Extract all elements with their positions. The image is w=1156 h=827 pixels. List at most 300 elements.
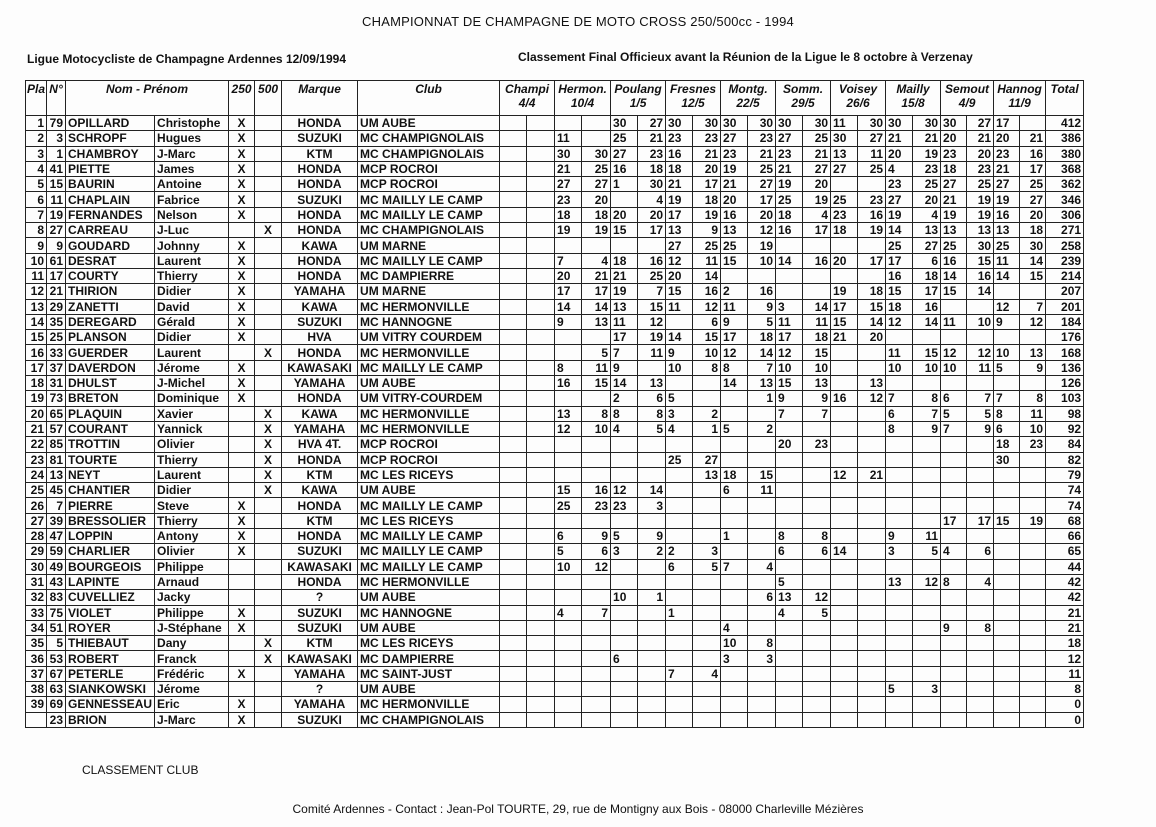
- points-cell: [748, 544, 776, 559]
- points-cell: 18: [831, 223, 858, 238]
- place-cell: 10: [26, 253, 47, 268]
- total-cell: 92: [1046, 421, 1084, 436]
- place-cell: 1: [26, 116, 47, 131]
- brand-cell: HONDA: [282, 116, 358, 131]
- points-cell: 8: [776, 529, 803, 544]
- points-cell: [967, 666, 994, 681]
- number-cell: 31: [47, 376, 66, 391]
- class-250-cell: X: [229, 330, 255, 345]
- points-cell: [803, 284, 831, 299]
- surname-cell: PETERLE: [66, 666, 155, 681]
- points-cell: 20: [858, 330, 886, 345]
- header-event: [555, 81, 611, 116]
- points-cell: 23: [555, 192, 582, 207]
- points-cell: [611, 238, 638, 253]
- class-500-cell: [255, 131, 282, 146]
- points-cell: [886, 467, 913, 482]
- total-cell: 21: [1046, 620, 1084, 635]
- points-cell: [611, 467, 638, 482]
- points-cell: [582, 590, 611, 605]
- points-cell: [555, 391, 582, 406]
- number-cell: 83: [47, 590, 66, 605]
- points-cell: [967, 330, 994, 345]
- class-500-cell: [255, 666, 282, 681]
- place-cell: 39: [26, 697, 47, 712]
- firstname-cell: Laurent: [155, 253, 229, 268]
- points-cell: [527, 131, 555, 146]
- firstname-cell: Thierry: [155, 513, 229, 528]
- points-cell: 21: [582, 268, 611, 283]
- class-500-cell: [255, 146, 282, 161]
- points-cell: [500, 284, 527, 299]
- points-cell: [776, 712, 803, 727]
- points-cell: 18: [582, 207, 611, 222]
- points-cell: 17: [886, 253, 913, 268]
- header-number: N°: [47, 81, 66, 116]
- points-cell: 19: [803, 192, 831, 207]
- points-cell: [941, 299, 967, 314]
- brand-cell: KAWA: [282, 406, 358, 421]
- place-cell: 14: [26, 314, 47, 329]
- points-cell: 13: [748, 376, 776, 391]
- points-cell: [803, 620, 831, 635]
- header-event: [994, 81, 1046, 116]
- surname-cell: THIEBAUT: [66, 636, 155, 651]
- club-cell: MC HERMONVILLE: [358, 299, 500, 314]
- points-cell: 17: [721, 330, 748, 345]
- points-cell: [555, 116, 582, 131]
- points-cell: [500, 681, 527, 696]
- points-cell: [1020, 605, 1046, 620]
- points-cell: [638, 574, 666, 589]
- club-cell: MC MAILLY LE CAMP: [358, 360, 500, 375]
- points-cell: 5: [803, 605, 831, 620]
- points-cell: [1020, 559, 1046, 574]
- points-cell: 12: [941, 345, 967, 360]
- points-cell: [638, 666, 666, 681]
- table-row: [26, 284, 1084, 299]
- points-cell: [994, 681, 1020, 696]
- class-500-cell: [255, 590, 282, 605]
- points-cell: [500, 513, 527, 528]
- firstname-cell: Eric: [155, 697, 229, 712]
- points-cell: 11: [941, 314, 967, 329]
- points-cell: 4: [913, 207, 941, 222]
- points-cell: [831, 529, 858, 544]
- firstname-cell: Franck: [155, 651, 229, 666]
- points-cell: [1020, 452, 1046, 467]
- club-cell: UM MARNE: [358, 238, 500, 253]
- points-cell: [831, 651, 858, 666]
- table-row: [26, 513, 1084, 528]
- points-cell: 23: [967, 161, 994, 176]
- points-cell: [858, 498, 886, 513]
- brand-cell: YAMAHA: [282, 376, 358, 391]
- class-500-cell: [255, 314, 282, 329]
- class-500-cell: [255, 529, 282, 544]
- points-cell: 8: [886, 421, 913, 436]
- firstname-cell: David: [155, 299, 229, 314]
- number-cell: 25: [47, 330, 66, 345]
- points-cell: [611, 513, 638, 528]
- points-cell: 6: [748, 590, 776, 605]
- points-cell: 11: [776, 314, 803, 329]
- points-cell: [831, 605, 858, 620]
- points-cell: [967, 697, 994, 712]
- points-cell: [500, 498, 527, 513]
- points-cell: 16: [611, 161, 638, 176]
- table-row: [26, 666, 1084, 681]
- number-cell: 3: [47, 131, 66, 146]
- points-cell: 17: [858, 253, 886, 268]
- points-cell: 4: [693, 666, 721, 681]
- points-cell: [858, 529, 886, 544]
- club-cell: UM AUBE: [358, 116, 500, 131]
- points-cell: [967, 498, 994, 513]
- points-cell: 2: [611, 391, 638, 406]
- points-cell: 5: [611, 529, 638, 544]
- points-cell: 13: [693, 467, 721, 482]
- header-row: [26, 81, 1084, 116]
- points-cell: 15: [776, 376, 803, 391]
- surname-cell: CHAPLAIN: [66, 192, 155, 207]
- points-cell: [776, 620, 803, 635]
- brand-cell: HONDA: [282, 253, 358, 268]
- points-cell: [721, 391, 748, 406]
- brand-cell: HONDA: [282, 161, 358, 176]
- points-cell: 25: [582, 161, 611, 176]
- points-cell: 21: [913, 131, 941, 146]
- points-cell: [527, 712, 555, 727]
- place-cell: 33: [26, 605, 47, 620]
- points-cell: [527, 681, 555, 696]
- points-cell: [803, 681, 831, 696]
- points-cell: 21: [776, 161, 803, 176]
- class-250-cell: X: [229, 161, 255, 176]
- number-cell: 75: [47, 605, 66, 620]
- firstname-cell: Dominique: [155, 391, 229, 406]
- points-cell: 20: [776, 437, 803, 452]
- event-name: Hermon.: [558, 82, 607, 96]
- points-cell: [748, 529, 776, 544]
- points-cell: 7: [886, 391, 913, 406]
- points-cell: [1020, 651, 1046, 666]
- place-cell: [26, 712, 47, 727]
- points-cell: [994, 574, 1020, 589]
- points-cell: 12: [611, 483, 638, 498]
- brand-cell: KAWASAKI: [282, 651, 358, 666]
- points-cell: [994, 666, 1020, 681]
- place-cell: 31: [26, 574, 47, 589]
- club-cell: UM AUBE: [358, 376, 500, 391]
- total-cell: 65: [1046, 544, 1084, 559]
- class-500-cell: X: [255, 467, 282, 482]
- class-500-cell: X: [255, 651, 282, 666]
- points-cell: 14: [831, 544, 858, 559]
- points-cell: [721, 605, 748, 620]
- points-cell: [500, 253, 527, 268]
- place-cell: 13: [26, 299, 47, 314]
- points-cell: 13: [638, 376, 666, 391]
- total-cell: 66: [1046, 529, 1084, 544]
- points-cell: 13: [886, 574, 913, 589]
- points-cell: [803, 712, 831, 727]
- surname-cell: PIERRE: [66, 498, 155, 513]
- class-500-cell: [255, 376, 282, 391]
- points-cell: 11: [611, 314, 638, 329]
- points-cell: [582, 437, 611, 452]
- points-cell: 19: [555, 223, 582, 238]
- class-500-cell: [255, 299, 282, 314]
- points-cell: [858, 636, 886, 651]
- points-cell: 30: [748, 116, 776, 131]
- points-cell: 16: [776, 223, 803, 238]
- points-cell: 15: [693, 330, 721, 345]
- points-cell: [500, 467, 527, 482]
- surname-cell: ROBERT: [66, 651, 155, 666]
- points-cell: 25: [1020, 177, 1046, 192]
- points-cell: 11: [858, 146, 886, 161]
- points-cell: [555, 330, 582, 345]
- points-cell: [582, 238, 611, 253]
- points-cell: [693, 590, 721, 605]
- points-cell: [776, 284, 803, 299]
- points-cell: 6: [555, 529, 582, 544]
- class-250-cell: [229, 681, 255, 696]
- class-250-cell: X: [229, 238, 255, 253]
- number-cell: 85: [47, 437, 66, 452]
- firstname-cell: Frédéric: [155, 666, 229, 681]
- points-cell: [967, 590, 994, 605]
- points-cell: 15: [611, 223, 638, 238]
- points-cell: 18: [803, 330, 831, 345]
- place-cell: 20: [26, 406, 47, 421]
- points-cell: [666, 513, 693, 528]
- points-cell: [831, 452, 858, 467]
- points-cell: 6: [803, 544, 831, 559]
- points-cell: 7: [638, 284, 666, 299]
- class-500-cell: [255, 559, 282, 574]
- place-cell: 24: [26, 467, 47, 482]
- place-cell: 17: [26, 360, 47, 375]
- points-cell: 4: [555, 605, 582, 620]
- points-cell: 18: [913, 268, 941, 283]
- points-cell: [858, 574, 886, 589]
- points-cell: [886, 376, 913, 391]
- firstname-cell: Steve: [155, 498, 229, 513]
- points-cell: [611, 192, 638, 207]
- surname-cell: ROYER: [66, 620, 155, 635]
- points-cell: 20: [803, 177, 831, 192]
- points-cell: 13: [994, 223, 1020, 238]
- points-cell: [555, 636, 582, 651]
- points-cell: 14: [803, 299, 831, 314]
- points-cell: 30: [693, 116, 721, 131]
- points-cell: 12: [721, 345, 748, 360]
- points-cell: 16: [858, 207, 886, 222]
- points-cell: 11: [831, 116, 858, 131]
- points-cell: 23: [1020, 437, 1046, 452]
- points-cell: [693, 391, 721, 406]
- table-row: [26, 712, 1084, 727]
- points-cell: 1: [666, 605, 693, 620]
- points-cell: 10: [886, 360, 913, 375]
- points-cell: 6: [941, 391, 967, 406]
- points-cell: 27: [748, 177, 776, 192]
- class-250-cell: X: [229, 299, 255, 314]
- points-cell: [500, 437, 527, 452]
- total-cell: 0: [1046, 712, 1084, 727]
- points-cell: 25: [611, 131, 638, 146]
- points-cell: [527, 437, 555, 452]
- points-cell: [527, 421, 555, 436]
- points-cell: [967, 712, 994, 727]
- event-name: Fresnes: [670, 82, 717, 96]
- brand-cell: ?: [282, 681, 358, 696]
- class-500-cell: X: [255, 421, 282, 436]
- club-cell: MC LES RICEYS: [358, 636, 500, 651]
- points-cell: 30: [555, 146, 582, 161]
- points-cell: [721, 544, 748, 559]
- points-cell: 5: [913, 544, 941, 559]
- points-cell: 14: [994, 268, 1020, 283]
- points-cell: 7: [994, 391, 1020, 406]
- points-cell: [666, 574, 693, 589]
- class-250-cell: X: [229, 192, 255, 207]
- points-cell: 20: [721, 192, 748, 207]
- number-cell: 15: [47, 177, 66, 192]
- points-cell: [748, 605, 776, 620]
- points-cell: [555, 513, 582, 528]
- points-cell: [500, 666, 527, 681]
- points-cell: [693, 620, 721, 635]
- points-cell: [693, 651, 721, 666]
- place-cell: 22: [26, 437, 47, 452]
- points-cell: [941, 712, 967, 727]
- brand-cell: KAWA: [282, 299, 358, 314]
- table-row: [26, 681, 1084, 696]
- number-cell: 49: [47, 559, 66, 574]
- points-cell: 14: [886, 223, 913, 238]
- number-cell: 1: [47, 146, 66, 161]
- table-row: [26, 651, 1084, 666]
- club-ranking-label: CLASSEMENT CLUB: [82, 763, 199, 777]
- number-cell: 7: [47, 498, 66, 513]
- points-cell: [748, 666, 776, 681]
- document-title: CHAMPIONNAT DE CHAMPAGNE DE MOTO CROSS 250/500cc - 1994: [362, 14, 794, 29]
- points-cell: [611, 574, 638, 589]
- firstname-cell: Antony: [155, 529, 229, 544]
- points-cell: 7: [748, 360, 776, 375]
- points-cell: [527, 651, 555, 666]
- class-500-cell: X: [255, 345, 282, 360]
- points-cell: 8: [611, 406, 638, 421]
- points-cell: [886, 712, 913, 727]
- points-cell: 21: [803, 146, 831, 161]
- table-row: [26, 605, 1084, 620]
- table-row: [26, 253, 1084, 268]
- points-cell: [748, 406, 776, 421]
- points-cell: 8: [748, 636, 776, 651]
- points-cell: 19: [693, 207, 721, 222]
- total-cell: 368: [1046, 161, 1084, 176]
- number-cell: 63: [47, 681, 66, 696]
- points-cell: [527, 605, 555, 620]
- points-cell: 18: [555, 207, 582, 222]
- club-cell: UM AUBE: [358, 681, 500, 696]
- class-500-cell: [255, 192, 282, 207]
- points-cell: 23: [721, 146, 748, 161]
- points-cell: [527, 483, 555, 498]
- points-cell: [941, 437, 967, 452]
- points-cell: [803, 666, 831, 681]
- points-cell: 2: [666, 544, 693, 559]
- points-cell: [967, 559, 994, 574]
- class-250-cell: X: [229, 268, 255, 283]
- surname-cell: ZANETTI: [66, 299, 155, 314]
- points-cell: 16: [721, 207, 748, 222]
- points-cell: [803, 421, 831, 436]
- points-cell: [500, 146, 527, 161]
- points-cell: 3: [721, 651, 748, 666]
- points-cell: [500, 620, 527, 635]
- event-date: 12/5: [681, 96, 705, 110]
- points-cell: [1020, 697, 1046, 712]
- points-cell: 10: [666, 360, 693, 375]
- points-cell: [886, 666, 913, 681]
- points-cell: 9: [582, 529, 611, 544]
- points-cell: 11: [638, 345, 666, 360]
- total-cell: 184: [1046, 314, 1084, 329]
- points-cell: [638, 238, 666, 253]
- points-cell: 16: [941, 253, 967, 268]
- points-cell: 12: [555, 421, 582, 436]
- firstname-cell: J-Stéphane: [155, 620, 229, 635]
- table-row: [26, 437, 1084, 452]
- points-cell: [858, 513, 886, 528]
- points-cell: [500, 192, 527, 207]
- points-cell: [555, 681, 582, 696]
- points-cell: [994, 376, 1020, 391]
- points-cell: [582, 636, 611, 651]
- points-cell: 7: [776, 406, 803, 421]
- points-cell: [858, 681, 886, 696]
- points-cell: [913, 498, 941, 513]
- points-cell: [555, 620, 582, 635]
- points-cell: [803, 651, 831, 666]
- points-cell: [858, 437, 886, 452]
- points-cell: 27: [967, 116, 994, 131]
- points-cell: [500, 391, 527, 406]
- points-cell: 5: [582, 345, 611, 360]
- points-cell: 21: [1020, 131, 1046, 146]
- place-cell: 38: [26, 681, 47, 696]
- class-250-cell: X: [229, 605, 255, 620]
- class-500-cell: X: [255, 406, 282, 421]
- total-cell: 412: [1046, 116, 1084, 131]
- points-cell: 14: [1020, 253, 1046, 268]
- total-cell: 84: [1046, 437, 1084, 452]
- points-cell: [721, 406, 748, 421]
- points-cell: 10: [994, 345, 1020, 360]
- class-500-cell: [255, 116, 282, 131]
- points-cell: [500, 636, 527, 651]
- points-cell: [582, 712, 611, 727]
- number-cell: 41: [47, 161, 66, 176]
- points-cell: 8: [967, 620, 994, 635]
- place-cell: 12: [26, 284, 47, 299]
- points-cell: [638, 636, 666, 651]
